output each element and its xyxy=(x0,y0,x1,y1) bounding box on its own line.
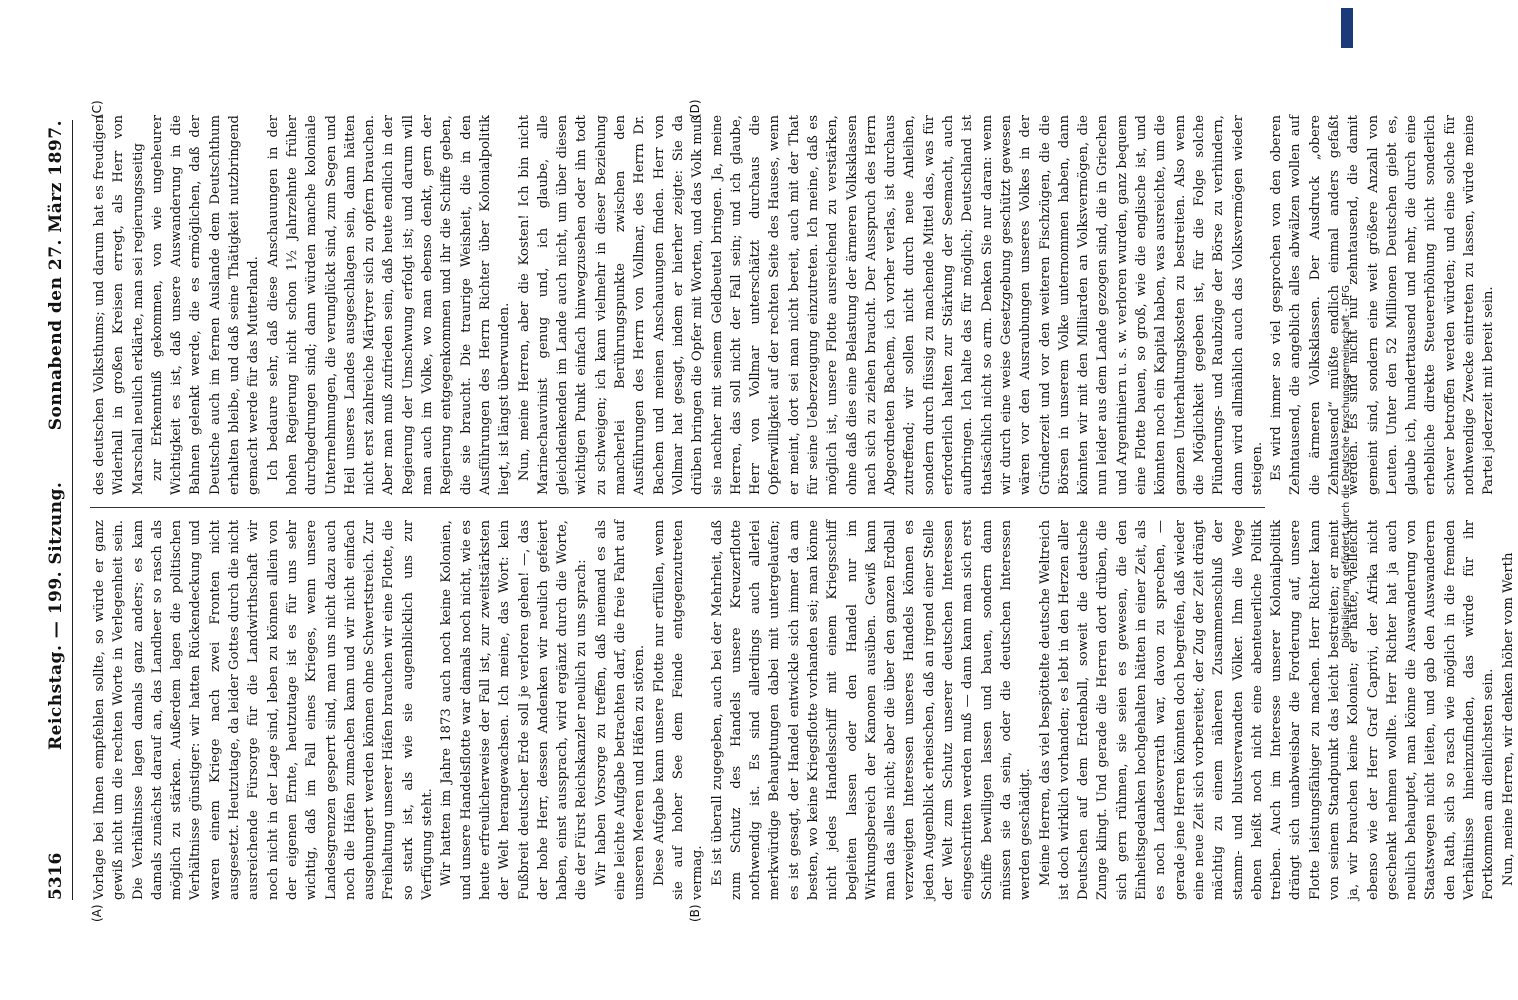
session-title: Reichstag. — 199. Sitzung. xyxy=(46,481,66,750)
quote-paragraph: zur Erkenntniß gekommen, von wie ungeheurer Wichtigkeit es ist, daß unsere Auswanderung in die Bahnen gelenkt werde, die es ermöglichen, daß der Deutsche auch im fernen Auslande dem Deutschthum erhalten bleibe, und daß seine Thätigkeit nutzbringend gemacht werde für das Mutterland. xyxy=(149,115,262,495)
paragraph: Wir hatten im Jahre 1873 auch noch keine Kolonien, und unsere Handelsflotte war damals noch nicht, wie es heute erfreulicherweise der Fall ist, zur zweitstärksten der Welt herangewachsen. Ich meine, das Wort: kein Fußbreit deutscher Erde soll je verloren gehen! —, das der hohe Herr, dessen Andenken wir neulich gefeiert haben, einst aussprach, wird ergänzt durch die Worte, die der Fürst Reichskanzler neulich zu uns sprach: xyxy=(439,520,590,900)
dfg-attribution-text: Digitalisierung gefördert durch die Deutsche Forschungsgemeinschaft - DFG xyxy=(1341,285,1352,648)
page-header xyxy=(42,120,73,900)
paragraph: Nun, meine Herren, wir denken höher vom Werth xyxy=(1500,552,1516,886)
margin-marker-a: (A) xyxy=(90,904,104,922)
paragraph: Ich bedaure sehr, daß diese Anschauungen in der hohen Regierung nicht schon 1½ Jahrzehnte früher durchgedrungen sind; dann würden manche koloniale Unternehmungen, die verunglückt sind, zum Segen und Heil unseres Landes ausgeschlagen sein, dann hätten nicht erst zahlreiche Märtyrer sich zu opfern brauchen. Aber man muß zufrieden sein, daß heute endlich in der Regierung der Umschwung erfolgt ist; und darum will man auch im Volke, wo man ebenso denkt, gern der Regierung entgegenkommen und ihr die Schiffe geben, die sie braucht. Die traurige Weisheit, die in den Ausführungen des Herrn Richter über Kolonialpolitik liegt, ist längst überwunden. xyxy=(265,115,513,495)
paragraph: Nun, meine Herren, aber die Kosten! Ich bin nicht Marinechauvinist genug und, ich glaube, alle gleichdenkenden im Lande auch nicht, um über diesen wichtigen Punkt einfach hinwegzusehen oder ihn todt zu schweigen; ich kann vielmehr in dieser Beziehung mancherlei Berührungspunkte zwischen den Ausführungen des Herrn von Vollmar, des Herrn Dr. Bachem und meinen Anschauungen finden. Herr von Vollmar hat gesagt, indem er hierher zeigte: Sie da drüben bringen die Opfer mit Worten, und das Volk muß sie nachher mit seinem Geldbeutel bringen. Ja, meine Herren, das soll nicht der Fall sein; und ich glaube, Herr von Vollmar unterschätzt durchaus die Opferwilligkeit auf der rechten Seite des Hauses, wenn er meint, dort sei man nicht bereit, auch mit der That für seine Ueberzeugung einzutreten. Ich meine, daß es möglich ist, unsere Flotte ausreichend zu verstärken, ohne daß dies eine Belastung der ärmeren Volksklassen nach sich zu ziehen braucht. Der Ausspruch des Herrn Abgeordneten Bachem, ich vorher verlas, ist durchaus zutreffend; wir sollen nicht durch neue Anleihen, sondern durch flüssig zu machende Mittel das, was für erforderlich halten zur Stärkung der Seemacht, auch aufbringen. Ich halte das für möglich; Deutschland ist thatsächlich nicht so arm. Denken Sie nur daran: wenn wir durch eine weise Gesetzgebung geschützt gewesen wären vor den Ausraubungen unseres Volkes in der Gründerzeit und vor den weiteren Fischzügen, die die Börsen in unserem Volke unternommen haben, dann könnten wir mit den Milliarden an Volksvermögen, die nun leider aus dem Lande gezogen sind, die in Griechen und Argentiniern u. s. w. verloren wurden, ganz bequem eine Flotte bauen, so groß, wie die englische ist, und könnten noch ein Kapital haben, was ausreichte, um die ganzen Unterhaltungskosten zu bestreiten. Also wenn die Möglichkeit gegeben ist, für die Folge solche Plünderungs- und Raubzüge der Börse zu verhindern, dann wird allmählich auch das Volksvermögen wieder steigen. xyxy=(516,115,1265,495)
paragraph: des deutschen Volksthums; und darum hat es freudigen Widerhall in großen Kreisen erregt, als Herr von Marschall neulich erklärte, man sei regierungsseitig xyxy=(92,115,146,495)
dfg-logo-icon xyxy=(1341,8,1353,48)
paragraph: Meine Herren, das viel bespöttelte deutsche Weltreich ist doch wirklich vorhanden; es lebt in den Herzen aller Deutschen auf dem Erdenball, soweit die deutsche Zunge klingt. Und gerade die Herren dort drüben, die sich gern rühmen, sie seien es gewesen, die den Einheitsgedanken hochgehalten hätten in einer Zeit, als es noch Landesverrath war, davon zu sprechen, — gerade jene Herren könnten doch begreifen, daß wieder eine neue Zeit sich vorbereitet; der Zug der Zeit drängt mächtig zu einem näheren Zusammenschluß der stamm- und blutsverwandten Völker. Ihm die Wege ebnen heißt noch nicht eine abenteuerliche Politik treiben. Auch im Interesse unserer Kolonialpolitik drängt sich unabweisbar die Forderung auf, unsere Flotte leistungsfähiger zu machen. Herr Richter kann von seinem Standpunkt das leicht bestreiten; er meint ja, wir brauchen keine Kolonien; er hätte, vielleicht ebenso wie der Herr Graf Caprivi, der Afrika nicht geschenkt nehmen wollte. Herr Richter hat ja auch neulich behauptet, man könne die Auswanderung von Staatswegen nicht leiten, und gab den Auswanderern den Rath, sich so rasch wie möglich in die fremden Verhältnisse hineinzufinden, das würde für ihr Fortkommen am dienlichsten sein. xyxy=(1037,520,1497,900)
page-number: 5316 xyxy=(46,852,66,900)
quote-paragraph: Wir haben Vorsorge zu treffen, daß niemand es als eine leichte Aufgabe betrachten darf, die freie Fahrt auf unseren Meeren und Häfen zu stören. xyxy=(593,520,648,900)
paragraph: Vorlage bei Ihnen empfehlen sollte, so würde er ganz gewiß nicht um die rechten Worte in Verlegenheit sein. Die Verhältnisse lagen damals ganz anders; es kam damals zunächst darauf an, das Landheer so rasch als möglich zu stärken. Außerdem lagen die politischen Verhältnisse günstiger: wir hatten Rückendeckung und waren einem Kriege nach zwei Fronten nicht ausgesetzt. Heutzutage, da leider Gottes durch die nicht ausreichende Fürsorge für die Landwirthschaft wir noch nicht in der Lage sind, leben zu können allein von der eigenen Ernte, heutzutage ist es für uns sehr wichtig, daß im Fall eines Krieges, wenn unsere Landesgrenzen gesperrt sind, man uns nicht dazu auch noch die Häfen zumachen kann und wir nicht einfach ausgehungert werden können ohne Schwertstreich. Zur Freihaltung unserer Häfen brauchen wir eine Flotte, die so stark ist, als wie sie augenblicklich uns zur Verfügung steht. xyxy=(92,520,436,900)
left-text-column xyxy=(90,520,1516,900)
margin-marker-d: (D) xyxy=(688,99,702,118)
dfg-attribution-strip xyxy=(1340,8,1353,648)
column-divider xyxy=(90,507,1265,508)
paragraph: Es wird immer so viel gesprochen von den oberen Zehntausend, die angeblich alles abwälzen wollen auf die ärmeren Volksklassen. Der Ausdruck „obere Zehntausend“ müßte endlich einmal anders gefaßt werden. Es sind nicht nur zehntausend, die damit gemeint sind, sondern eine weit größere Anzahl von Leuten. Unter den 52 Millionen Deutschen giebt es, glaube ich, hunderttausend und mehr, die durch eine erhebliche direkte Steuererhöhung nicht sonderlich schwer betroffen werden würden; und eine solche für nothwendige Zwecke eintreten zu lassen, würde meine Partei jederzeit mit bereit sein. xyxy=(1269,115,1497,495)
margin-marker-b: (B) xyxy=(688,904,702,922)
paragraph: Diese Aufgabe kann unsere Flotte nur erfüllen, wenn sie auf hoher See dem Feinde entgegenzutreten vermag. xyxy=(651,520,706,900)
session-date: Sonnabend den 27. März 1897. xyxy=(46,120,66,431)
margin-marker-c: (C) xyxy=(90,100,104,118)
paragraph: Es ist überall zugegeben, auch bei der Mehrheit, daß zum Schutz des Handels unsere Kreuzerflotte nothwendig ist. Es sind allerdings auch allerlei merkwürdige Behauptungen dabei mit untergelaufen; es ist gesagt, der Handel entwickle sich immer da am besten, wo keine Kriegsflotte vorhanden sei; man könne nicht jedes Handelsschiff mit einem Kriegsschiff begleiten lassen oder den Handel nur im Wirkungsbereich der Kanonen ausüben. Gewiß kann man das alles nicht; aber die über den ganzen Erdball verzweigten Interessen unseres Handels können es jeden Augenblick erheischen, daß an irgend einer Stelle der Welt zum Schutz unserer deutschen Interessen eingeschritten werden muß — dann kann man sich erst Schiffe bewilligen lassen und bauen, sondern dann müssen sie da sein, oder die deutschen Interessen werden geschädigt. xyxy=(709,520,1034,900)
